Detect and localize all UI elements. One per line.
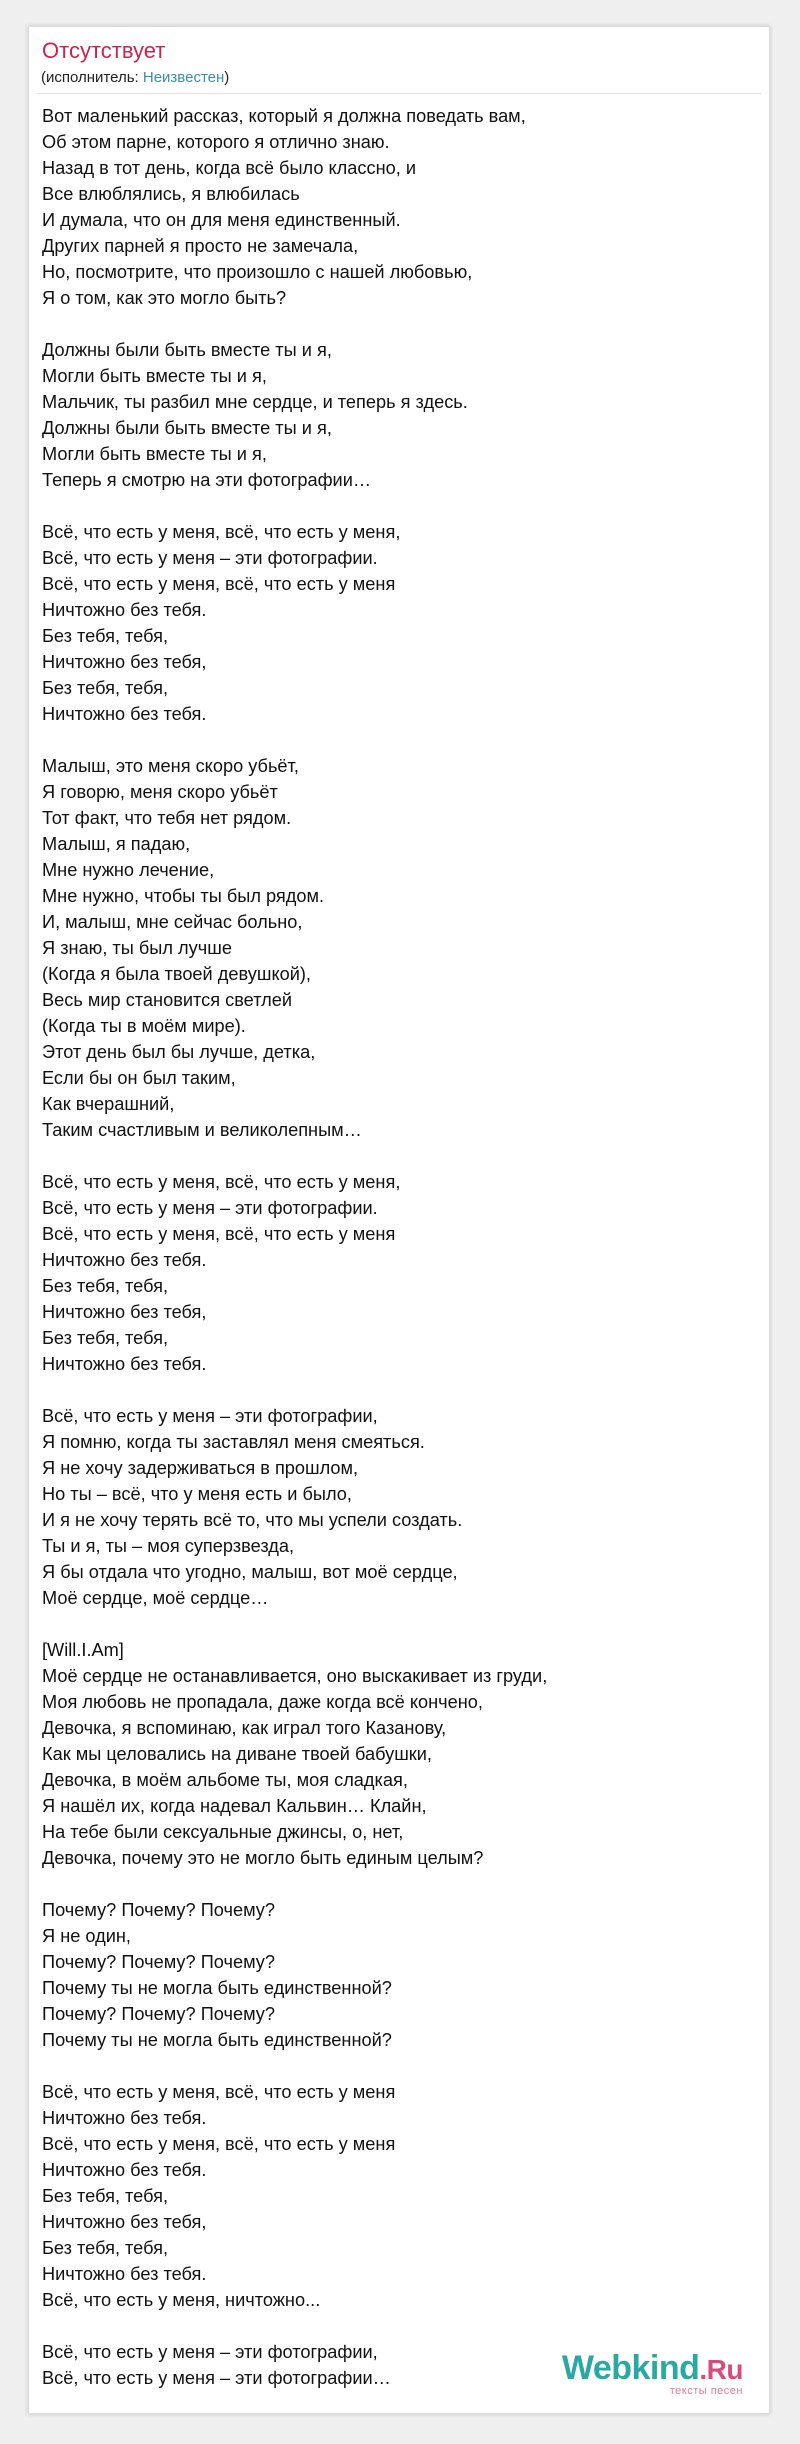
lyric-line: Малыш, это меня скоро убьёт, — [42, 756, 299, 776]
lyric-line: Все влюблялись, я влюбилась — [42, 184, 300, 204]
lyric-line: Назад в тот день, когда всё было классно, и — [42, 158, 417, 178]
lyric-line: Я помню, когда ты заставлял меня смеяться. — [42, 1432, 425, 1452]
lyric-line: Об этом парне, которого я отлично знаю. — [42, 132, 390, 152]
lyric-line: Без тебя, тебя, — [42, 678, 169, 698]
lyric-line: Я бы отдала что угодно, малыш, вот моё сердце, — [42, 1562, 458, 1582]
lyric-line: Ничтожно без тебя, — [42, 652, 207, 672]
stanza-gap — [42, 1611, 742, 1637]
lyric-line: Других парней я просто не замечала, — [42, 236, 359, 256]
lyric-line: Мне нужно лечение, — [42, 860, 215, 880]
stanza-gap — [42, 1871, 742, 1897]
logo-wordmark — [562, 2351, 743, 2387]
stanza-gap — [42, 1377, 742, 1403]
lyric-line: Почему? Почему? Почему? — [42, 1952, 275, 1972]
stanza-gap — [42, 2053, 742, 2079]
lyric-line: И я не хочу терять всё то, что мы успели создать. — [42, 1510, 463, 1530]
lyric-line: Теперь я смотрю на эти фотографии… — [42, 470, 372, 490]
lyric-line: Моё сердце, моё сердце… — [42, 1588, 269, 1608]
performer-line — [41, 69, 229, 87]
lyric-line: Я знаю, ты был лучше — [42, 938, 232, 958]
performer-link[interactable]: Неизвестен — [142, 69, 225, 86]
lyric-line: Ничтожно без тебя, — [42, 1302, 207, 1322]
lyric-line: Ничтожно без тебя. — [42, 1354, 207, 1374]
lyric-line: Весь мир становится светлей — [42, 990, 293, 1010]
performer-prefix: (исполнитель: — [41, 69, 143, 86]
lyric-line: Должны были быть вместе ты и я, — [42, 340, 332, 360]
lyric-line: Девочка, в моём альбоме ты, моя сладкая, — [42, 1770, 408, 1790]
lyric-line: Без тебя, тебя, — [42, 2238, 169, 2258]
lyric-line: Всё, что есть у меня, всё, что есть у меня — [42, 2082, 396, 2102]
lyric-line: Всё, что есть у меня, всё, что есть у меня, — [42, 1172, 401, 1192]
logo-tagline: тексты песен — [669, 2385, 743, 2397]
lyric-line: Почему? Почему? Почему? — [42, 2004, 275, 2024]
lyric-line: Всё, что есть у меня – эти фотографии. — [42, 548, 378, 568]
lyric-line: Малыш, я падаю, — [42, 834, 191, 854]
lyric-line: Но ты – всё, что у меня есть и было, — [42, 1484, 352, 1504]
lyric-line: Этот день был бы лучше, детка, — [42, 1042, 316, 1062]
lyric-line: Без тебя, тебя, — [42, 626, 169, 646]
lyric-line: Почему? Почему? Почему? — [42, 1900, 275, 1920]
lyric-line: Могли быть вместе ты и я, — [42, 444, 267, 464]
lyric-line: Без тебя, тебя, — [42, 2186, 169, 2206]
lyric-line: На тебе были сексуальные джинсы, о, нет, — [42, 1822, 404, 1842]
lyric-line: Ничтожно без тебя. — [42, 600, 207, 620]
lyric-line: Ничтожно без тебя. — [42, 1250, 207, 1270]
lyric-line: И, малыш, мне сейчас больно, — [42, 912, 303, 932]
lyric-line: Как мы целовались на диване твоей бабушки, — [42, 1744, 432, 1764]
lyric-line: Всё, что есть у меня, всё, что есть у меня — [42, 2134, 396, 2154]
stanza-gap — [42, 311, 742, 337]
lyric-line: Девочка, почему это не могло быть единым целым? — [42, 1848, 484, 1868]
lyric-line: Всё, что есть у меня, всё, что есть у меня, — [42, 522, 401, 542]
stanza-gap — [42, 493, 742, 519]
lyric-line: Ничтожно без тебя. — [42, 2264, 207, 2284]
header-divider — [37, 93, 761, 94]
lyric-line: Девочка, я вспоминаю, как играл того Казанову, — [42, 1718, 447, 1738]
song-title: Отсутствует — [42, 38, 166, 63]
logo-tld: .Ru — [699, 2354, 743, 2385]
lyric-line: Я о том, как это могло быть? — [42, 288, 287, 308]
lyric-line: Ты и я, ты – моя суперзвезда, — [42, 1536, 295, 1556]
lyric-line: Ничтожно без тебя, — [42, 2212, 207, 2232]
lyric-line: Ничтожно без тебя. — [42, 704, 207, 724]
lyric-line: (Когда я была твоей девушкой), — [42, 964, 311, 984]
lyric-line: Почему ты не могла быть единственной? — [42, 1978, 392, 1998]
lyric-line: [Will.I.Am] — [42, 1640, 124, 1660]
lyric-line: Всё, что есть у меня – эти фотографии, — [42, 1406, 378, 1426]
lyric-line: Всё, что есть у меня – эти фотографии… — [42, 2368, 391, 2388]
lyric-line: Тот факт, что тебя нет рядом. — [42, 808, 292, 828]
lyric-line: Ничтожно без тебя. — [42, 2108, 207, 2128]
logo-name: Webkind — [561, 2349, 700, 2387]
site-logo[interactable] — [562, 2351, 743, 2397]
lyric-line: Всё, что есть у меня, всё, что есть у меня — [42, 574, 396, 594]
lyric-line: Всё, что есть у меня – эти фотографии, — [42, 2342, 378, 2362]
lyric-line: Без тебя, тебя, — [42, 1328, 169, 1348]
lyric-line: Если бы он был таким, — [42, 1068, 236, 1088]
lyric-line: Моё сердце не останавливается, оно выскакивает из груди, — [42, 1666, 548, 1686]
lyric-line: Но, посмотрите, что произошло с нашей любовью, — [42, 262, 473, 282]
performer-suffix: ) — [224, 69, 230, 86]
lyric-line: Я нашёл их, когда надевал Кальвин… Клайн, — [42, 1796, 427, 1816]
lyric-line: Без тебя, тебя, — [42, 1276, 169, 1296]
stanza-gap — [42, 2313, 742, 2339]
lyric-line: Моя любовь не пропадала, даже когда всё кончено, — [42, 1692, 483, 1712]
lyric-line: Всё, что есть у меня, ничтожно... — [42, 2290, 321, 2310]
lyric-line: Почему ты не могла быть единственной? — [42, 2030, 392, 2050]
lyric-line: Могли быть вместе ты и я, — [42, 366, 267, 386]
stanza-gap — [42, 1143, 742, 1169]
lyrics-text — [42, 103, 742, 2391]
lyric-line: Ничтожно без тебя. — [42, 2160, 207, 2180]
lyric-line: Всё, что есть у меня – эти фотографии. — [42, 1198, 378, 1218]
lyric-line: Всё, что есть у меня, всё, что есть у меня — [42, 1224, 396, 1244]
lyric-line: Должны были быть вместе ты и я, — [42, 418, 332, 438]
lyric-line: (Когда ты в моём мире). — [42, 1016, 246, 1036]
lyric-line: Как вчерашний, — [42, 1094, 175, 1114]
lyric-line: Мальчик, ты разбил мне сердце, и теперь я здесь. — [42, 392, 468, 412]
lyric-line: Я говорю, меня скоро убьёт — [42, 782, 278, 802]
lyric-line: Вот маленький рассказ, который я должна поведать вам, — [42, 106, 526, 126]
lyric-line: И думала, что он для меня единственный. — [42, 210, 401, 230]
lyric-line: Я не один, — [42, 1926, 131, 1946]
lyrics-card — [28, 26, 770, 2414]
lyric-line: Я не хочу задерживаться в прошлом, — [42, 1458, 359, 1478]
lyric-line: Мне нужно, чтобы ты был рядом. — [42, 886, 325, 906]
lyric-line: Таким счастливым и великолепным… — [42, 1120, 362, 1140]
stanza-gap — [42, 727, 742, 753]
